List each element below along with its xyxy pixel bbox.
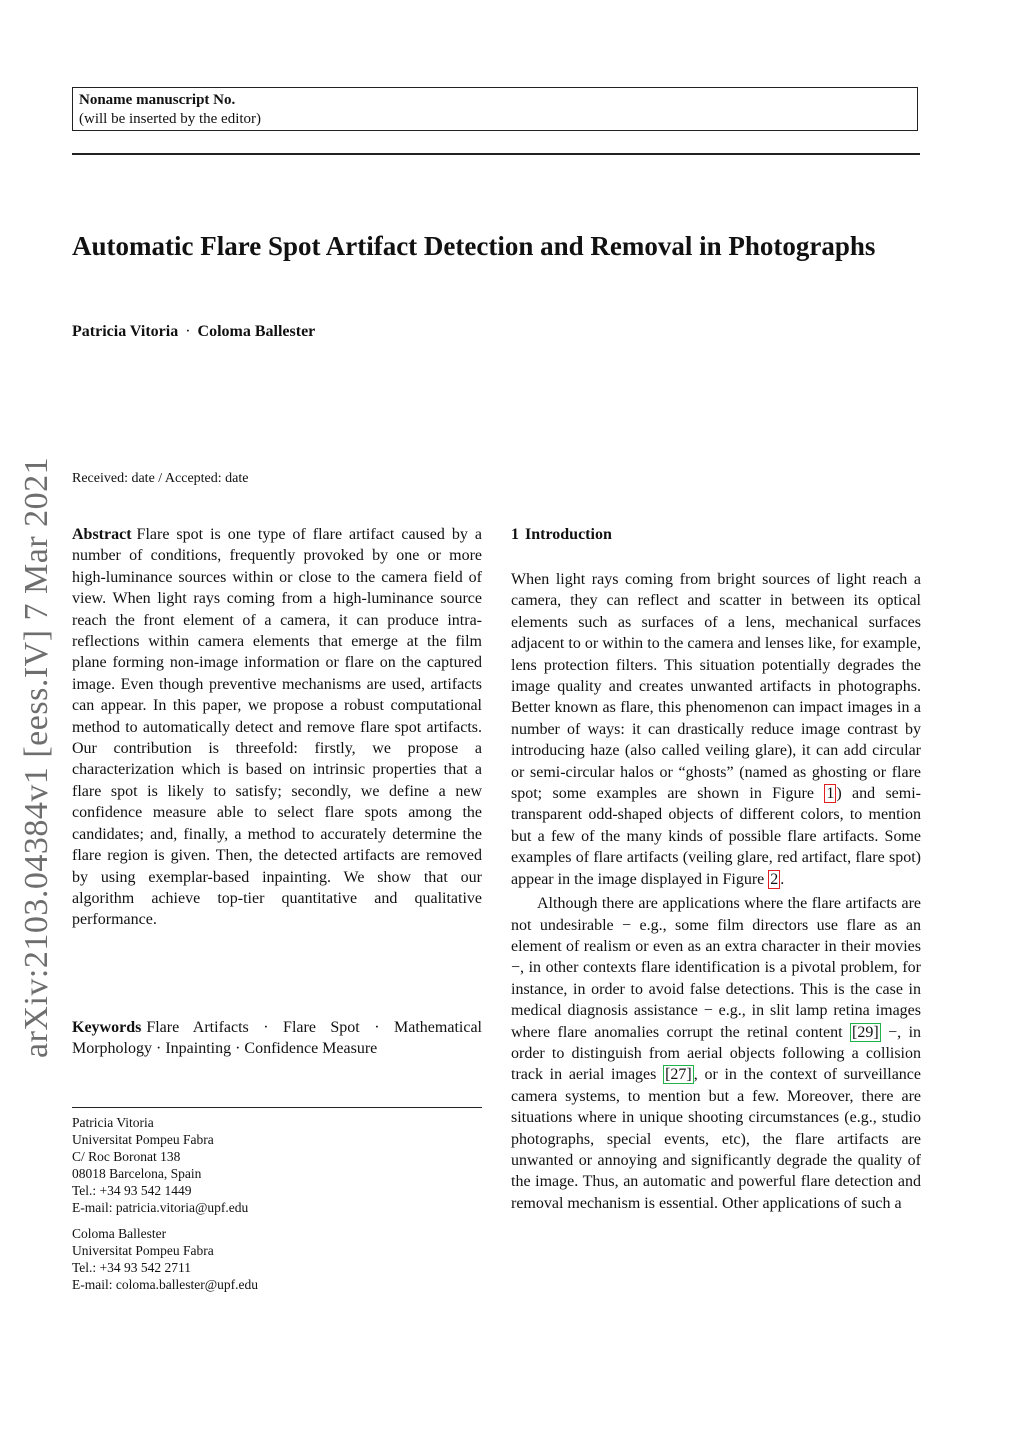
section-title: Introduction: [525, 526, 612, 543]
paper-title: Automatic Flare Spot Artifact Detection and Removal in Photographs: [72, 231, 876, 261]
abstract-label: Abstract: [72, 526, 132, 543]
manuscript-header-box: [72, 87, 918, 131]
affiliation-street: C/ Roc Boronat 138: [72, 1149, 181, 1164]
affiliation-name: Patricia Vitoria: [72, 1115, 154, 1130]
citation-link[interactable]: [29]: [852, 1023, 879, 1041]
figure-link[interactable]: 2: [770, 870, 779, 888]
figure-link[interactable]: 1: [826, 785, 835, 803]
affiliation-block: [72, 1225, 258, 1293]
affiliation-phone: Tel.: +34 93 542 1449: [72, 1183, 192, 1198]
author-name: Coloma Ballester: [197, 323, 316, 340]
section-number: 1: [511, 526, 519, 543]
paragraph-text: ) and semi-transparent odd-shaped objects of different colors, to mention but a few of the many kinds of possible flare artifacts. Some examples of flare artifacts (veiling glare, red artifact, flare spot) appear in the image displayed in Figure: [511, 785, 921, 888]
author-list: [72, 323, 315, 341]
keywords-text: Flare Artifacts · Flare Spot · Mathematical Morphology · Inpainting · Confidence Measure: [72, 1019, 482, 1058]
affiliation-email: E-mail: patricia.vitoria@upf.edu: [72, 1200, 249, 1215]
paragraph: [511, 893, 921, 1214]
manuscript-number-label: Noname manuscript No.: [79, 92, 236, 108]
author-separator: ·: [185, 323, 191, 340]
paragraph-text: , or in the context of surveillance camera systems, to mention but a few. Moreover, there are situations where in unique shooting circumstances (e.g., studio photographs, special events, etc), the flare artifacts are unwanted or annoying and significantly degrade the quality of the image. Thus, an automatic and powerful flare detection and removal mechanism is essential. Other applications of such a: [511, 1066, 921, 1212]
citation-link[interactable]: [27]: [665, 1066, 692, 1084]
paragraph-text: −, in order to distinguish from aerial objects following a collision track in aerial images: [511, 1023, 922, 1084]
keywords: [72, 1017, 482, 1060]
footnote-rule: [72, 1107, 482, 1108]
affiliation-city: 08018 Barcelona, Spain: [72, 1166, 202, 1181]
section-heading: [511, 526, 612, 544]
paragraph-text: .: [780, 870, 785, 888]
author-name: Patricia Vitoria: [72, 323, 179, 340]
affiliation-institution: Universitat Pompeu Fabra: [72, 1243, 214, 1258]
affiliation-block: [72, 1114, 248, 1216]
affiliation-institution: Universitat Pompeu Fabra: [72, 1132, 214, 1147]
affiliation-name: Coloma Ballester: [72, 1226, 167, 1241]
introduction-body: [511, 569, 921, 1214]
received-date-line: Received: date / Accepted: date: [72, 471, 249, 486]
paragraph-text: When light rays coming from bright sources of light reach a camera, they can reflect and scatter in between its optical elements such as surfaces of a lens, mechanical surfaces adjacent to or within to the camera and lenses like, for example, lens protection filters. This situation potentially degrades the image quality and creates unwanted artifacts in photographs. Better known as flare, this phenomenon can impact images in a number of ways: it can drastically reduce image contrast by introducing haze (also called veiling glare), it can add circular or semi-circular halos or “ghosts” (named as ghosting or flare spot; some examples are shown in Figure: [511, 571, 921, 803]
keywords-label: Keywords: [72, 1019, 142, 1036]
affiliation-phone: Tel.: +34 93 542 2711: [72, 1260, 192, 1275]
abstract-text: Flare spot is one type of flare artifact caused by a number of conditions, frequently provoked by one or more high-luminance sources within or close to the camera field of view. When light rays coming from a high-luminance source reach the front element of a camera, it can produce intra-reflections within camera elements that emerge at the film plane forming non-image information or flare on the captured image. Even though preventive mechanisms are used, artifacts can appear. In this paper, we propose a robust computational method to automatically detect and remove flare spot artifacts. Our contribution is threefold: firstly, we propose a characterization which is based on intrinsic properties that a flare spot is likely to satisfy; secondly, we define a new confidence measure able to select flare spots among the candidates; and, finally, a method to accurately determine the flare region is given. Then, the detected artifacts are removed by using exemplar-based inpainting. We show that our algorithm achieve top-tier quantitative and qualitative performance.: [72, 526, 482, 929]
arxiv-stamp: arXiv:2103.04384v1 [eess.IV] 7 Mar 2021: [18, 456, 55, 1058]
abstract: [72, 524, 482, 931]
editor-note: (will be inserted by the editor): [79, 111, 262, 127]
paragraph: [511, 569, 921, 890]
paragraph-text: Although there are applications where the flare artifacts are not undesirable − e.g., some film directors use flare as an element of realism or even as an extra character in their movies −, in other contexts flare identification is a pivotal problem, for instance, in order to avoid false detections. This is the case in medical diagnosis assistance − e.g., in slit lamp retina images where flare anomalies corrupt the retinal content: [511, 895, 921, 1041]
affiliation-email: E-mail: coloma.ballester@upf.edu: [72, 1277, 258, 1292]
header-rule: [72, 153, 920, 155]
